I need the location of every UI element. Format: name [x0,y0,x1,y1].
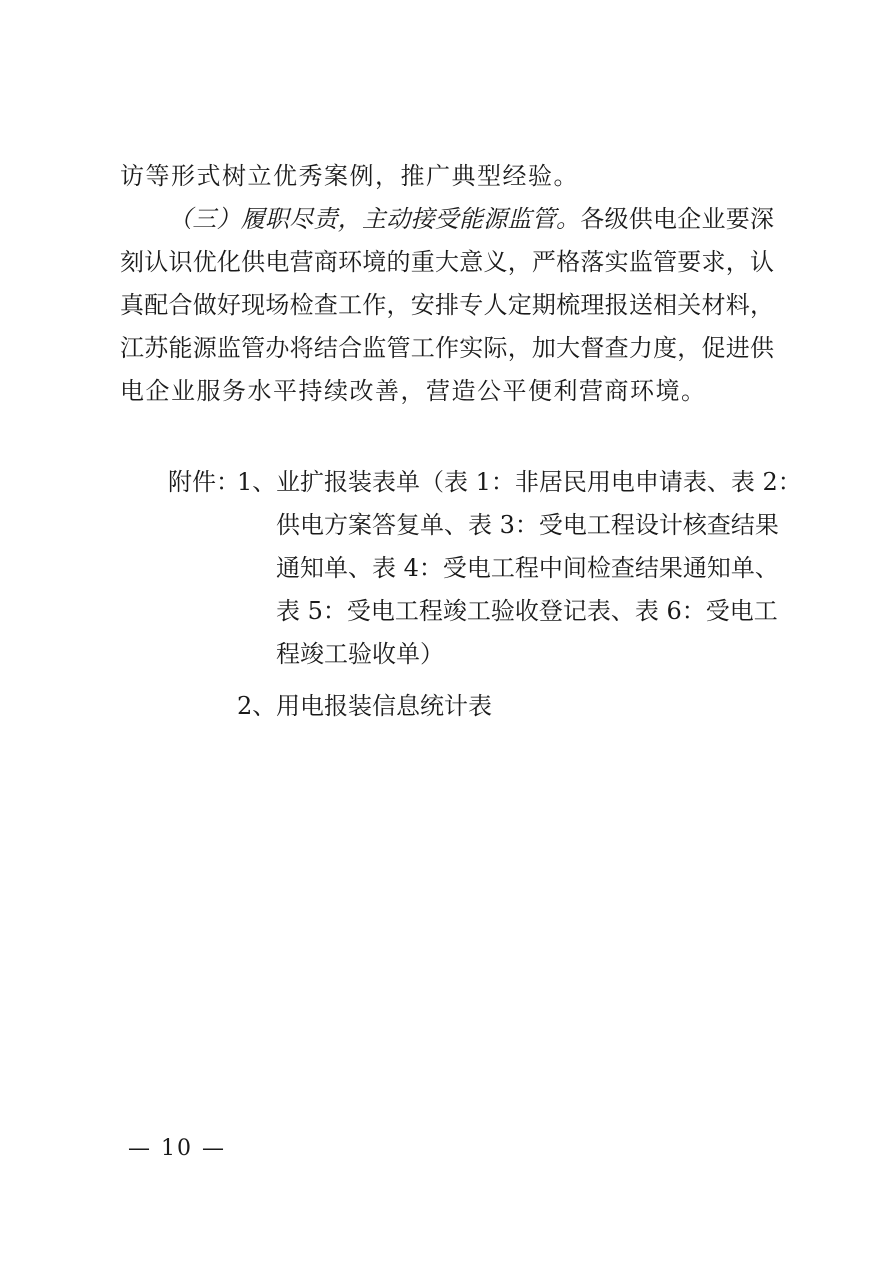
paragraph-line: 访等形式树立优秀案例，推广典型经验。 [120,162,579,190]
paragraph-line: 真配合做好现场检查工作，安排专人定期梳理报送相关材料， [120,291,774,319]
attachment-line: 通知单、表 4：受电工程中间检查结果通知单、 [276,554,779,582]
attachment-line: 供电方案答复单、表 3：受电工程设计核查结果 [276,511,779,539]
attachment-line: 程竣工验收单） [276,640,444,668]
paragraph-line: 江苏能源监管办将结合监管工作实际，加大督查力度，促进供 [120,334,774,362]
attachments-label: 附件： [168,468,240,496]
attachment-number: 2、 [237,692,277,720]
paragraph-line: 电企业服务水平持续改善，营造公平便利营商环境。 [120,377,707,405]
section-heading-line [168,203,774,235]
attachment-line: 用电报装信息统计表 [276,692,492,720]
paragraph-line: 刻认识优化供电营商环境的重大意义，严格落实监管要求，认 [120,248,774,276]
attachment-line: 业扩报装表单（表 1：非居民用电申请表、表 2： [276,468,802,496]
page-number: — 10 — [128,1136,226,1161]
section-heading: （三）履职尽责，主动接受能源监管。 [168,205,581,233]
attachment-line: 表 5：受电工程竣工验收登记表、表 6：受电工 [276,597,778,625]
paragraph-text: 各级供电企业要深 [580,205,774,233]
attachment-number: 1、 [237,468,277,496]
